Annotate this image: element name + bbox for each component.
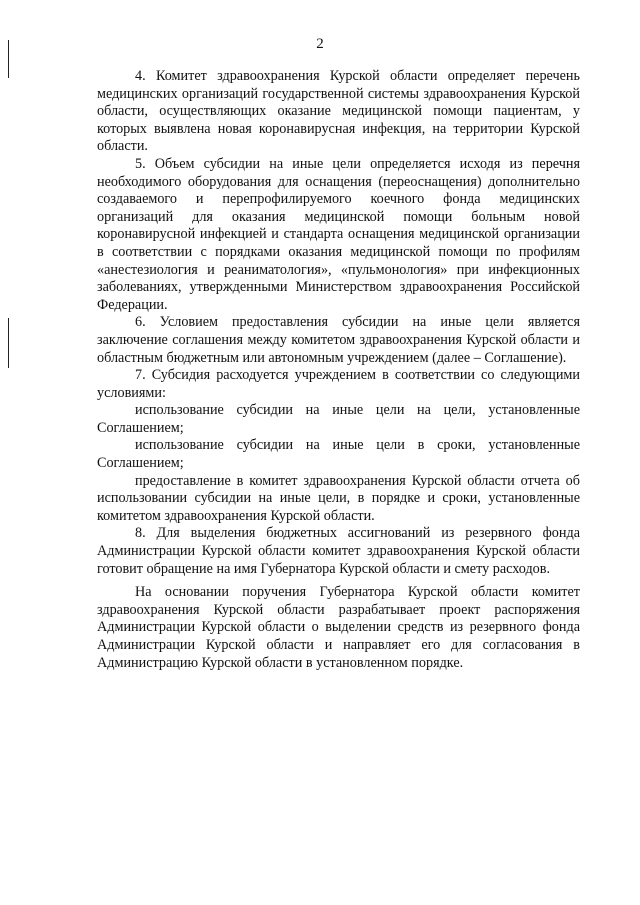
- paragraph-7: 7. Субсидия расходуется учреждением в соответствии со следующими условиями:: [97, 367, 580, 401]
- condition-deadline: использование субсидии на иные цели в сроки, установленные Соглашением;: [97, 437, 580, 472]
- paragraph-5: 5. Объем субсидии на иные цели определяется исходя из перечня необходимого оборудования для оснащения (переоснащения) дополнительно создаваемого и перепрофилируемого коечного фонда медицинских организаций для оказания медицинской помощи больным новой коронавирусной инфекцией и стандарта оснащения медицинской организации в соответствии с порядками оказания медицинской помощи по профилям «анестезиология и реаниматология», «пульмонология» при инфекционных заболеваниях, утвержденными Министерством здравоохранения Российской Федерации.: [97, 155, 580, 313]
- condition-purpose: использование субсидии на иные цели на цели, установленные Соглашением;: [97, 402, 580, 436]
- margin-mark-bottom: [8, 318, 9, 368]
- document-body: [97, 68, 580, 672]
- paragraph-4: 4. Комитет здравоохранения Курской области определяет перечень медицинских организаций государственной системы здравоохранения Курской области, осуществляющих оказание медицинской помощи пациентам, у которых выявлена новая коронавирусная инфекция, на территории Курской области.: [97, 68, 580, 155]
- condition-report: предоставление в комитет здравоохранения Курской области отчета об использовании субсидии на иные цели, в порядке и сроки, установленные комитетом здравоохранения Курской области.: [97, 472, 580, 524]
- paragraph-final: На основании поручения Губернатора Курской области комитет здравоохранения Курской области разрабатывает проект распоряжения Администрации Курской области о выделении средств из резервного фонда Администрации Курской области и направляет его для согласования в Администрацию Курской области в установленном порядке.: [97, 584, 580, 671]
- paragraph-8: 8. Для выделения бюджетных ассигнований из резервного фонда Администрации Курской области комитет здравоохранения Курской области готовит обращение на имя Губернатора Курской области и смету расходов.: [97, 525, 580, 577]
- page-number: 2: [316, 36, 324, 52]
- paragraph-6: 6. Условием предоставления субсидии на иные цели является заключение соглашения между комитетом здравоохранения Курской области и областным бюджетным или автономным учреждением (далее – Соглашение).: [97, 314, 580, 366]
